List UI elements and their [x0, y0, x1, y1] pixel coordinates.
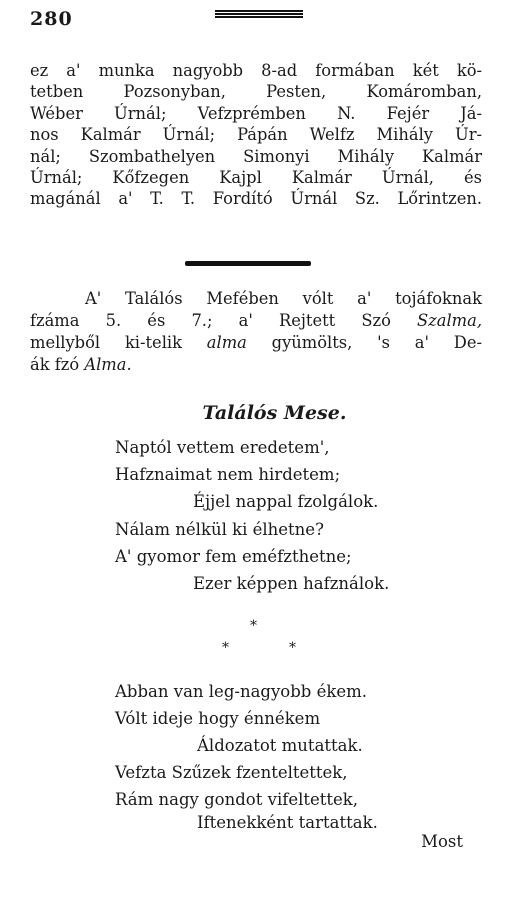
verse-line: Abban van leg-nagyobb ékem. [115, 682, 368, 701]
section-separator-rule [185, 261, 311, 266]
verse-line: Naptól vettem eredetem', [115, 438, 330, 457]
text-line [30, 354, 482, 376]
header-rule [215, 10, 303, 19]
paragraph-riddle-answer [30, 288, 482, 376]
verse-line: Vólt ideje hogy énnékem [115, 709, 321, 728]
verse-line: Nálam nélkül ki élhetne? [115, 520, 324, 539]
verse-line: Hafznaimat nem hirdetem; [115, 465, 341, 484]
verse-line: Ezer képpen hafználok. [193, 574, 390, 593]
text-fragment: fzáma 5. és 7.; a' Rejtett Szó [30, 311, 418, 330]
asterisk: * [289, 640, 296, 656]
text-line: A' Találós Mefében vólt a' tojáfoknak [85, 289, 482, 308]
text-line: magánál a' T. T. Fordító Úrnál Sz. Lőrintzen. [30, 189, 482, 209]
text-fragment: gyümölts, 's a' De- [246, 333, 482, 352]
verse-line: Rám nagy gondot vifeltettek, [115, 790, 359, 809]
asterisk: * [250, 618, 257, 634]
text-line: Wéber Úrnál; Vefzprémben N. Fejér Já- [30, 103, 482, 123]
italic-word-szalma: Szalma, [417, 311, 482, 330]
page-number: 280 [30, 8, 73, 30]
text-line: tetben Pozsonyban, Pesten, Komáromban, [30, 82, 482, 102]
asterisk: * [222, 640, 229, 656]
italic-word-alma: alma [206, 333, 247, 352]
text-line: nál; Szombathelyen Simonyi Mihály Kalmár [30, 146, 482, 166]
verse-line: Iftenekként tartattak. [197, 813, 378, 832]
verse-line: Éjjel nappal fzolgálok. [193, 492, 379, 511]
paragraph-publication-info [30, 60, 482, 210]
text-fragment: mellyből ki-telik [30, 333, 207, 352]
italic-word-alma-latin: Alma. [84, 355, 132, 374]
verse-line: Vefzta Szűzek fzenteltettek, [115, 763, 348, 782]
text-line: ez a' munka nagyobb 8-ad formában két kö- [30, 61, 482, 80]
verse-line: Áldozatot mutattak. [197, 736, 363, 755]
catchword: Most [421, 832, 463, 851]
text-line: Úrnál; Kőfzegen Kajpl Kalmár Úrnál, és [30, 168, 482, 188]
text-line [30, 332, 482, 354]
text-line [30, 310, 482, 332]
verse-line: A' gyomor fem eméfzthetne; [115, 547, 352, 566]
text-fragment: ák fzó [30, 355, 85, 374]
riddle-title: Találós Mese. [202, 402, 347, 424]
text-line: nos Kalmár Úrnál; Pápán Welfz Mihály Úr- [30, 125, 482, 145]
